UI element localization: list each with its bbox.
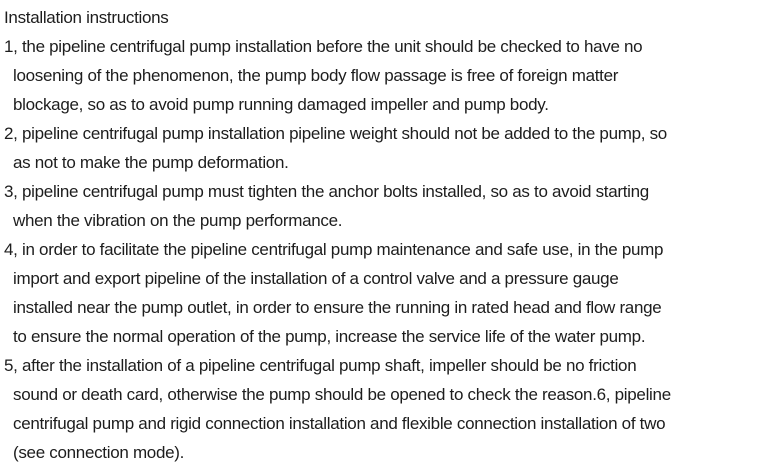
instruction-line-4: 2, pipeline centrifugal pump installation pipeline weight should not be added to the pump, so [4,124,667,143]
instruction-line-1: 1, the pipeline centrifugal pump installation before the unit should be checked to have no [4,37,643,56]
instruction-line-15: (see connection mode). [13,443,185,462]
document-title: Installation instructions [4,8,169,27]
instruction-line-11: to ensure the normal operation of the pump, increase the service life of the water pump. [13,327,646,346]
instruction-line-9: import and export pipeline of the installation of a control valve and a pressure gauge [13,269,619,288]
instruction-line-10: installed near the pump outlet, in order to ensure the running in rated head and flow range [13,298,662,317]
instruction-line-8: 4, in order to facilitate the pipeline centrifugal pump maintenance and safe use, in the pump [4,240,664,259]
instruction-line-6: 3, pipeline centrifugal pump must tighten the anchor bolts installed, so as to avoid starting [4,182,649,201]
instruction-line-2: loosening of the phenomenon, the pump body flow passage is free of foreign matter [13,66,619,85]
instruction-line-5: as not to make the pump deformation. [13,153,289,172]
instruction-line-13: sound or death card, otherwise the pump should be opened to check the reason.6, pipeline [13,385,671,404]
instruction-line-12: 5, after the installation of a pipeline centrifugal pump shaft, impeller should be no friction [4,356,637,375]
instruction-line-14: centrifugal pump and rigid connection installation and flexible connection installation of two [13,414,666,433]
instruction-line-7: when the vibration on the pump performance. [13,211,343,230]
instruction-line-3: blockage, so as to avoid pump running damaged impeller and pump body. [13,95,549,114]
